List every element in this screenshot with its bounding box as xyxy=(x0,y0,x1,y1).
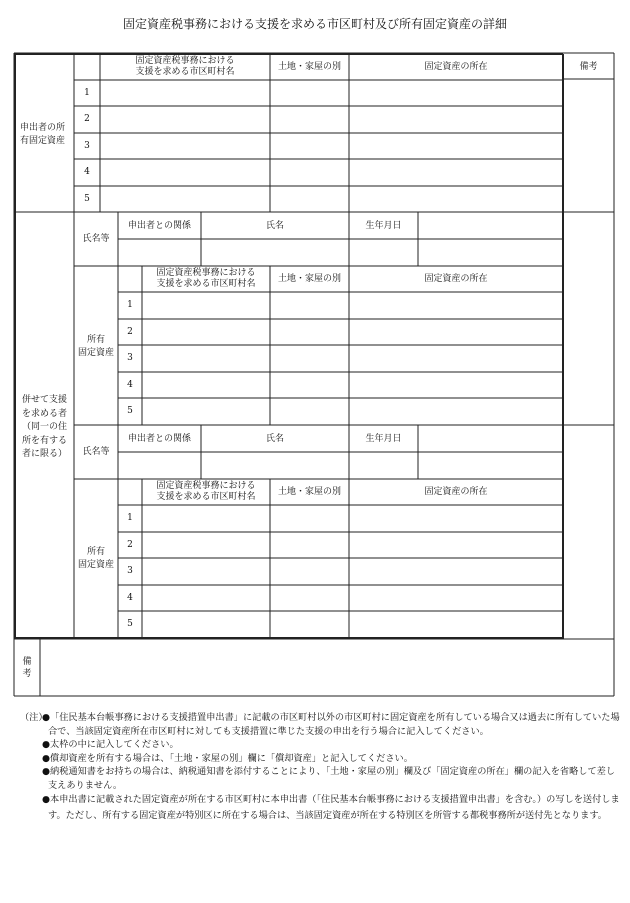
joint-label-line3: （同一の住 xyxy=(21,422,67,432)
row-number: 2 xyxy=(127,327,133,337)
row-number: 1 xyxy=(84,88,90,98)
row-number: 3 xyxy=(84,141,90,151)
owned-assets-line2: 固定資産 xyxy=(77,560,114,570)
note-item: ●太枠の中に記入してください。 xyxy=(42,739,179,750)
owned-assets-label xyxy=(74,546,118,572)
relation-header: 申出者との関係 xyxy=(127,434,191,444)
header-land-house: 土地・家屋の別 xyxy=(277,62,341,72)
header-municipality xyxy=(142,268,270,290)
header-municipality xyxy=(142,481,270,503)
note-item: ●償却資産を所有する場合は、「土地・家屋の別」欄に「償却資産」と記入してください。 xyxy=(42,752,413,764)
applicant-label-line1: 申出者の所 xyxy=(20,123,66,133)
note-item: ●納税通知書をお持ちの場合は、納税通知書を添付することにより、「土地・家屋の別」欄及び「固定資産の所在」欄の記入を省略して差し支えありません。 xyxy=(42,766,616,791)
row-number: 5 xyxy=(84,194,90,204)
name-etc-label: 氏名等 xyxy=(82,234,110,244)
header-location: 固定資産の所在 xyxy=(424,62,488,72)
row-number: 2 xyxy=(84,114,90,124)
birth-header: 生年月日 xyxy=(365,221,402,231)
row-number: 1 xyxy=(127,300,133,310)
joint-label-line4: 所を有する xyxy=(21,435,67,446)
row-number: 3 xyxy=(127,353,133,363)
row-number: 4 xyxy=(127,380,133,390)
header-remarks: 備考 xyxy=(579,62,598,72)
row-number: 2 xyxy=(127,540,133,550)
row-number: 5 xyxy=(127,406,133,416)
joint-persons-label xyxy=(15,394,74,462)
header-land-house: 土地・家屋の別 xyxy=(277,274,341,284)
note-item: ●「住民基本台帳事務における支援措置申出書」に記載の市区町村以外の市区町村に固定資産を所有している場合又は過去に所有していた場合で、当該固定資産所在市区町村に対しても支援措置に準じた支援の申出を行う場合に記入してください。 xyxy=(42,712,620,737)
header-municipality-line1: 固定資産税事務における xyxy=(156,268,256,278)
name-header: 氏名 xyxy=(265,221,284,231)
name-header: 氏名 xyxy=(265,434,284,444)
page-title: 固定資産税事務における支援を求める市区町村及び所有固定資産の詳細 xyxy=(122,17,507,31)
bottom-remarks-label xyxy=(14,656,40,680)
name-etc-label: 氏名等 xyxy=(82,447,110,457)
header-municipality-line2: 支援を求める市区町村名 xyxy=(156,279,256,289)
owned-assets-line1: 所有 xyxy=(86,335,105,345)
row-number: 4 xyxy=(127,593,133,603)
header-municipality-line1: 固定資産税事務における xyxy=(156,481,256,491)
note-item: ●本申出書に記載された固定資産が所在する市区町村に本申出書（「住民基本台帳事務における支援措置申出書」を含む。）の写しを送付します。ただし、所有する固定資産が特別区に所在する場合は、当該固定資産が所在する特別区を所管する都税事務所が送付先となります。 xyxy=(42,794,620,821)
joint-label-line2: を求める者 xyxy=(21,408,67,419)
header-municipality-line1: 固定資産税事務における xyxy=(135,56,235,66)
relation-header: 申出者との関係 xyxy=(127,221,191,231)
header-municipality-line2: 支援を求める市区町村名 xyxy=(135,67,235,77)
notes-block xyxy=(20,711,620,824)
row-number: 4 xyxy=(84,167,90,177)
birth-header: 生年月日 xyxy=(365,434,402,444)
header-location: 固定資産の所在 xyxy=(424,274,488,284)
joint-label-line5: 者に限る） xyxy=(21,449,67,459)
owned-assets-line1: 所有 xyxy=(86,547,105,557)
applicant-label-line2: 有固定資産 xyxy=(20,136,66,146)
bottom-remarks-char1: 備 xyxy=(22,657,32,667)
row-number: 3 xyxy=(127,566,133,576)
header-municipality-line2: 支援を求める市区町村名 xyxy=(156,492,256,502)
row-number: 5 xyxy=(127,619,133,629)
bottom-remarks-char2: 考 xyxy=(22,669,32,679)
joint-label-line1: 併せて支援 xyxy=(21,395,67,405)
notes-section xyxy=(20,711,620,824)
applicant-assets-label xyxy=(20,122,65,148)
header-location: 固定資産の所在 xyxy=(424,487,488,497)
notes-prefix: （注） xyxy=(20,712,48,723)
owned-assets-line2: 固定資産 xyxy=(77,348,114,358)
header-land-house: 土地・家屋の別 xyxy=(277,487,341,497)
row-number: 1 xyxy=(127,513,133,523)
header-municipality xyxy=(100,56,270,78)
owned-assets-label xyxy=(74,334,118,360)
